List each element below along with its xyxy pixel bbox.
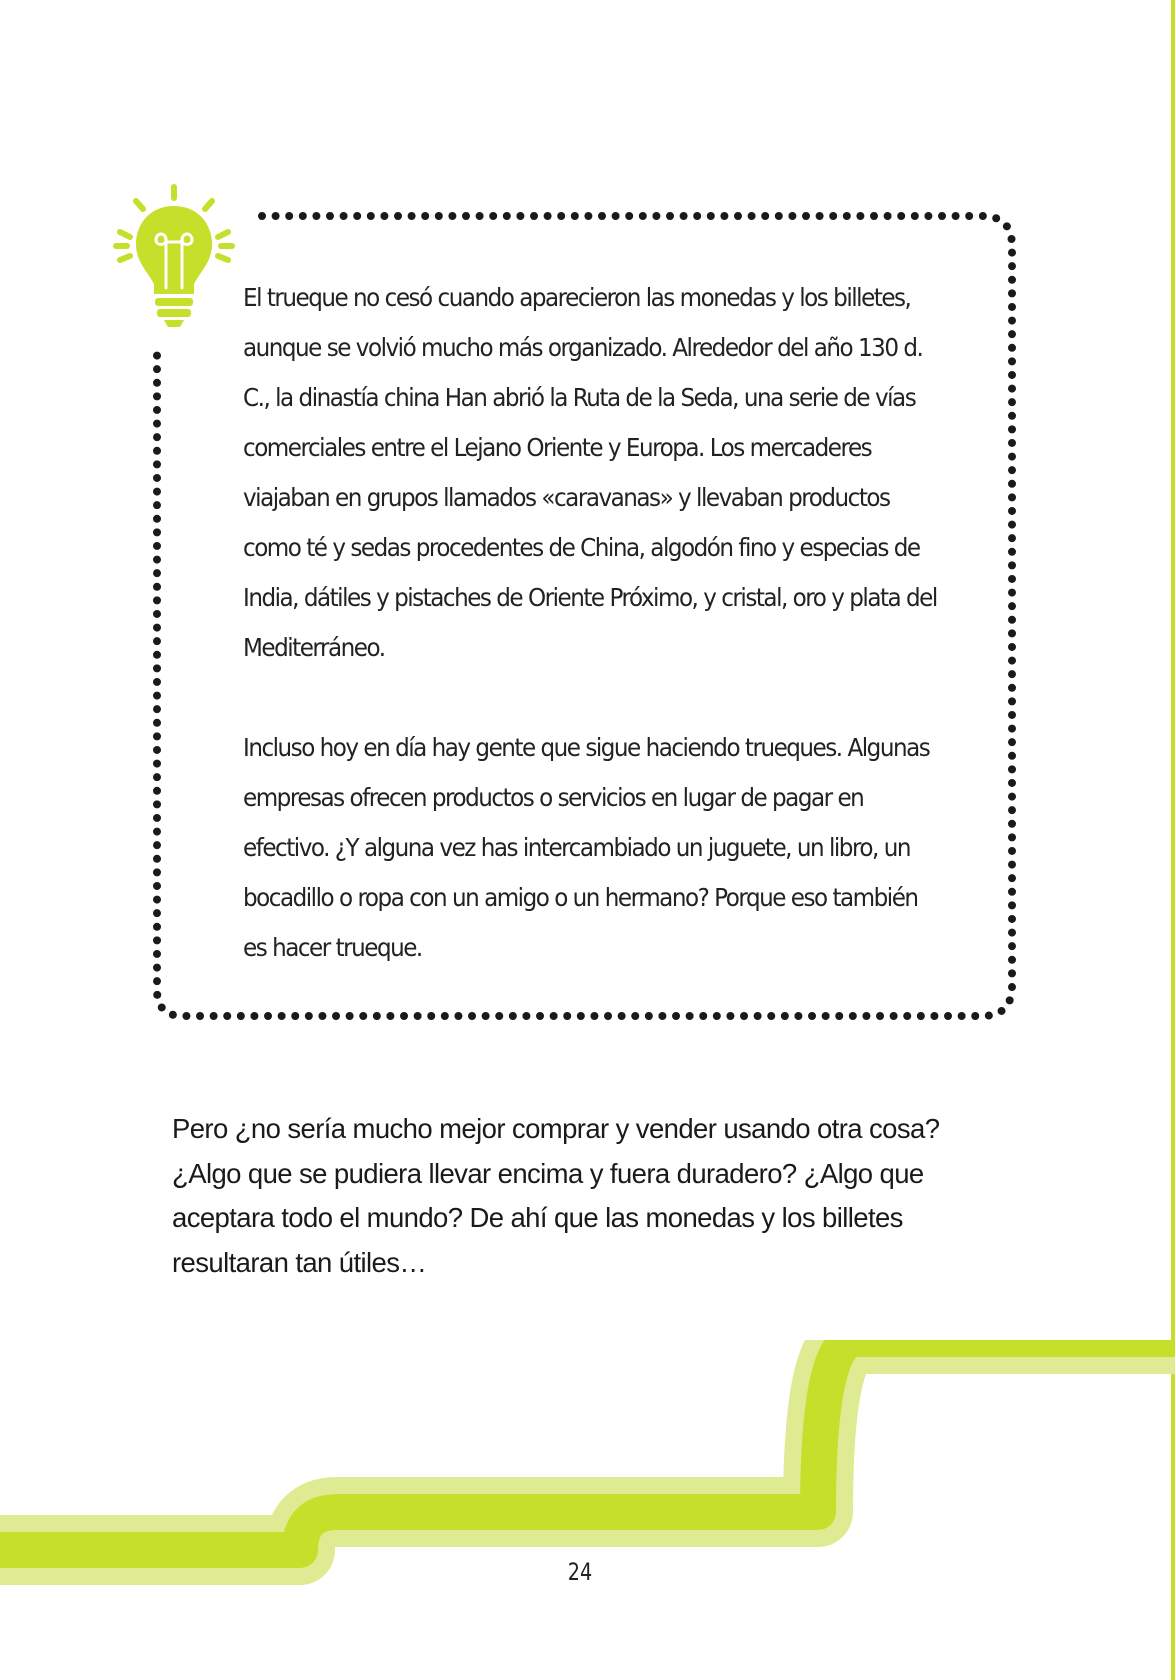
body-paragraph: Pero ¿no sería mucho mejor comprar y vender usando otra cosa? ¿Algo que se pudiera llevar encima y fuera duradero? ¿Algo que aceptara todo el mundo? De ahí que las monedas y los billetes resultaran tan útiles…: [172, 1113, 940, 1278]
note-paragraph-1: El trueque no cesó cuando aparecieron las monedas y los billetes, aunque se volvió mucho más organizado. Alrededor del año 130 d. C., la dinastía china Han abrió la Ruta de la Seda, una serie de vías comerciales entre el Lejano Oriente y Europa. Los mercaderes viajaban en grupos llamados «caravanas» y llevaban productos como té y sedas procedentes de China, algodón fino y especias de India, dátiles y pistaches de Oriente Próximo, y cristal, oro y plata del Mediterráneo.: [243, 283, 937, 662]
lightbulb-icon: [112, 184, 236, 330]
trueque-note: [243, 273, 941, 973]
note-paragraph-2: Incluso hoy en día hay gente que sigue haciendo trueques. Algunas empresas ofrecen productos o servicios en lugar de pagar en efectivo. ¿Y alguna vez has intercambiado un juguete, un libro, un bocadillo o ropa con un amigo o un hermano? Porque eso también es hacer trueque.: [243, 733, 930, 962]
page-number: 24: [567, 1558, 593, 1586]
